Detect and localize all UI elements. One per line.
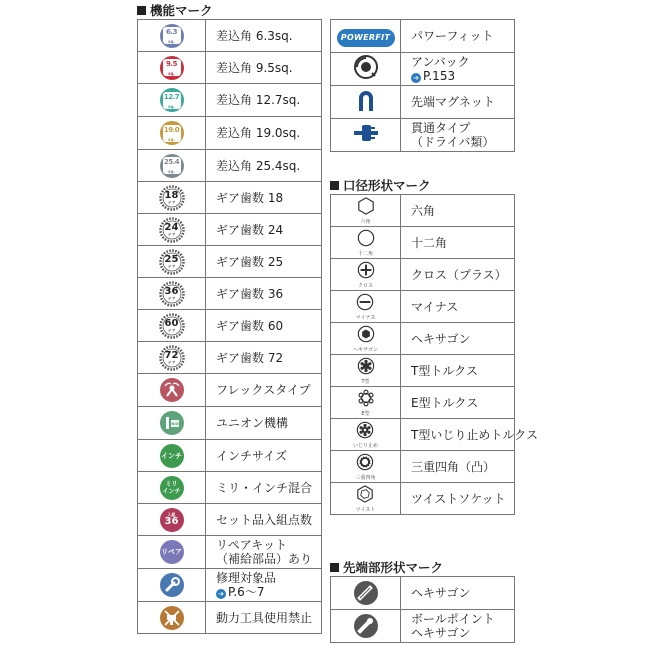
- set-piece-count-icon: 入組 36: [160, 508, 184, 532]
- table-row: [138, 374, 322, 407]
- row-label: ボールポイント: [411, 612, 495, 626]
- repair-kit-icon: リペア: [160, 540, 184, 564]
- sq-drive-25-4-icon: 25.4 sq.: [160, 154, 184, 178]
- table-row: [331, 86, 515, 119]
- row-label: T型トルクス: [401, 355, 515, 387]
- svg-text:UNION: UNION: [168, 422, 181, 426]
- sq-drive-19-0-icon: 19.0 sq.: [160, 121, 184, 145]
- opening-shape-table: [330, 194, 538, 515]
- misc-marks-section: [330, 19, 515, 152]
- table-row: [331, 227, 515, 259]
- row-label: マイナス: [401, 291, 515, 323]
- row-label: ミリ・インチ混合: [206, 472, 322, 504]
- table-row: [138, 440, 322, 472]
- table-row: [331, 387, 515, 419]
- page-ref-link[interactable]: P.153: [423, 69, 456, 83]
- table-row: [138, 214, 322, 246]
- row-label: クロス（プラス）: [401, 259, 515, 291]
- table-row: [331, 610, 515, 643]
- powerfit-icon: POWERFIT: [337, 29, 395, 47]
- hex-tip-icon: [354, 581, 378, 605]
- table-row: [138, 310, 322, 342]
- row-label: 三重四角（凸）: [401, 451, 515, 483]
- row-label: ユニオン機構: [206, 407, 322, 440]
- gear-18-icon: 18 ギア: [159, 185, 185, 211]
- row-label: 差込角 12.7sq.: [206, 84, 322, 117]
- row-label: 修理対象品: [216, 571, 277, 585]
- function-marks-title: 機能マーク: [137, 3, 322, 19]
- row-label: 十二角: [401, 227, 515, 259]
- table-row: [331, 195, 515, 227]
- torx-e-icon: E型: [357, 389, 375, 417]
- mm-inch-mixed-icon: ミリ インチ: [160, 476, 184, 500]
- tip-shape-table: [330, 576, 515, 643]
- gear-60-icon: 60 ギア: [159, 313, 185, 339]
- row-label: ギア歯数 24: [206, 214, 322, 246]
- misc-marks-table: [330, 19, 515, 152]
- sq-drive-9-5-icon: 9.5 sq.: [160, 56, 184, 80]
- table-row: [138, 504, 322, 536]
- flex-type-icon: [160, 378, 184, 402]
- row-label: T型いじり止めトルクス: [401, 419, 515, 451]
- gear-25-icon: 25 ギア: [159, 249, 185, 275]
- function-marks-section: [137, 3, 322, 634]
- table-row: [138, 150, 322, 182]
- table-row: [138, 182, 322, 214]
- row-label-line2: ヘキサゴン: [411, 626, 471, 640]
- opening-shape-title: 口径形状マーク: [330, 178, 515, 194]
- row-label-line2: （補給部品）あり: [216, 552, 313, 566]
- wrench-repair-icon: [160, 573, 184, 597]
- ball-point-hex-icon: [354, 614, 378, 638]
- table-row: [331, 483, 515, 515]
- row-label: ギア歯数 25: [206, 246, 322, 278]
- row-label: インチサイズ: [206, 440, 322, 472]
- page-ref-link[interactable]: P.6～7: [228, 585, 265, 599]
- table-row: [331, 53, 515, 86]
- table-row: [331, 419, 515, 451]
- table-row: [138, 117, 322, 150]
- row-label: 差込角 6.3sq.: [206, 20, 322, 52]
- minus-slot-icon: マイナス: [356, 293, 376, 321]
- row-label: 貫通タイプ: [411, 121, 471, 135]
- gear-36-icon: 36 ギア: [159, 281, 185, 307]
- twelve-point-icon: 十二角: [357, 229, 375, 257]
- row-label: 差込角 19.0sq.: [206, 117, 322, 150]
- table-row: [138, 246, 322, 278]
- sq-drive-6-3-icon: 6.3 sq.: [160, 24, 184, 48]
- arrow-right-icon: ➔: [216, 589, 226, 599]
- gear-72-icon: 72 ギア: [159, 345, 185, 371]
- table-row: [331, 451, 515, 483]
- inch-size-icon: インチ: [160, 444, 184, 468]
- arrow-right-icon: ➔: [411, 73, 421, 83]
- row-label: ギア歯数 72: [206, 342, 322, 374]
- row-label: 差込角 25.4sq.: [206, 150, 322, 182]
- row-label: ギア歯数 18: [206, 182, 322, 214]
- magnet-tip-icon: [355, 87, 377, 117]
- table-row: [331, 323, 515, 355]
- function-marks-table: [137, 19, 322, 634]
- table-row: [331, 259, 515, 291]
- table-row: [331, 577, 515, 610]
- through-type-icon: [352, 122, 380, 148]
- row-label-line2: （ドライバ類）: [411, 135, 495, 149]
- triple-square-icon: 三重四角: [355, 453, 375, 481]
- table-row: [331, 20, 515, 53]
- row-label: リペアキット: [216, 538, 288, 552]
- row-label: ツイストソケット: [401, 483, 515, 515]
- torx-t-icon: T型: [357, 357, 375, 385]
- opening-shape-section: [330, 178, 538, 515]
- hexagon-icon: 六角: [357, 197, 375, 225]
- row-label: パワーフィット: [401, 20, 515, 53]
- row-label: フレックスタイプ: [206, 374, 322, 407]
- table-row: [138, 602, 322, 634]
- table-row: [138, 569, 322, 602]
- anti-backlash-icon: [353, 54, 379, 84]
- row-label: 六角: [401, 195, 515, 227]
- row-label: 先端マグネット: [401, 86, 515, 119]
- sq-drive-12-7-icon: 12.7 sq.: [160, 88, 184, 112]
- table-row: [331, 355, 515, 387]
- table-row: [331, 119, 515, 152]
- row-label: ギア歯数 60: [206, 310, 322, 342]
- table-row: [138, 472, 322, 504]
- tip-shape-section: [330, 560, 515, 643]
- row-label: ギア歯数 36: [206, 278, 322, 310]
- row-label: セット品入組点数: [206, 504, 322, 536]
- row-label: ヘキサゴン: [401, 577, 515, 610]
- tamper-torx-icon: いじり止め: [353, 421, 378, 449]
- row-label: 動力工具使用禁止: [206, 602, 322, 634]
- table-row: [138, 84, 322, 117]
- table-row: [138, 278, 322, 310]
- gear-24-icon: 24 ギア: [159, 217, 185, 243]
- table-row: [331, 291, 515, 323]
- table-row: [138, 20, 322, 52]
- table-row: [138, 342, 322, 374]
- row-label: E型トルクス: [401, 387, 515, 419]
- table-row: [138, 407, 322, 440]
- cross-plus-icon: クロス: [357, 261, 375, 289]
- union-mechanism-icon: [160, 411, 184, 435]
- row-label: ヘキサゴン: [401, 323, 515, 355]
- no-power-tool-icon: [160, 606, 184, 630]
- table-row: [138, 52, 322, 84]
- hex-socket-icon: ヘキサゴン: [353, 325, 378, 353]
- twist-socket-icon: ツイスト: [356, 485, 376, 513]
- row-label: 差込角 9.5sq.: [206, 52, 322, 84]
- row-label: アンバック: [411, 55, 470, 69]
- table-row: [138, 536, 322, 569]
- tip-shape-title: 先端部形状マーク: [330, 560, 515, 576]
